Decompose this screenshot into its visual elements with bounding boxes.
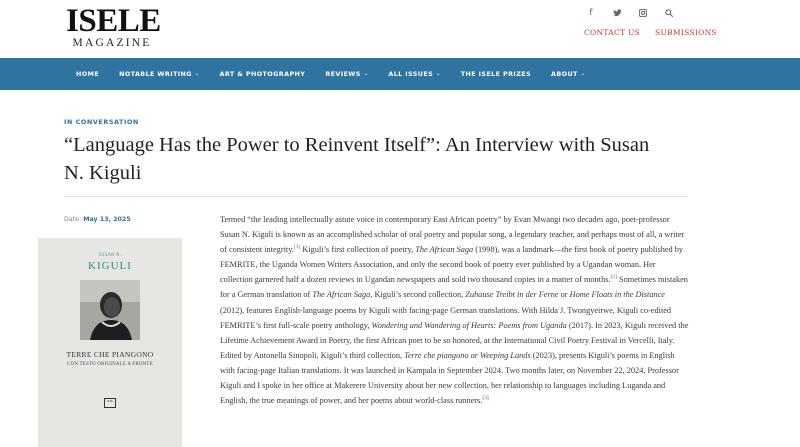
nav-item-about[interactable]	[541, 70, 595, 78]
book-author: KIGULI	[88, 260, 132, 272]
main-navbar	[0, 58, 800, 90]
nav-item-label: REVIEWS	[325, 70, 361, 78]
nav-item-notable-writing[interactable]	[109, 70, 209, 78]
logo-sub-text: MAGAZINE	[72, 37, 152, 49]
nav-item-art-photography[interactable]	[210, 70, 316, 78]
book-title-ref: Wondering and Wandering of Hearts: Poems from Uganda	[371, 320, 567, 330]
chevron-down-icon: ⌄	[363, 71, 369, 77]
book-title-ref: The African Saga	[415, 245, 474, 255]
book-author-first: SUSAN N.	[98, 252, 122, 257]
book-title-ref: Home Floats in the Distance	[569, 290, 665, 300]
book-subtitle: CON TESTO ORIGINALE A FRONTE	[67, 362, 153, 367]
instagram-icon[interactable]	[630, 6, 656, 20]
book-title-ref: Terre che piangono or Weeping Lands	[404, 350, 531, 360]
search-icon[interactable]	[656, 6, 682, 20]
body-text: or	[558, 290, 570, 300]
book-title-ref: The African Saga	[312, 290, 371, 300]
article-category[interactable]: IN CONVERSATION	[64, 118, 139, 126]
body-text: (2023), presents Kiguli’s poems in English with facing-page Italian translations. It was launched in Kampala in September 2024. Two months later, on November 22, 2024, Professor Kiguli and I spoke in her office at Makerere University about her new collection, her relationship to languages including Luganda and English, the true meanings of power, and her poems about world-class runners.	[220, 350, 679, 406]
top-links	[584, 28, 717, 37]
book-cover-image	[38, 238, 182, 447]
book-title-ref: Zuhause Treibt in der Ferne	[465, 290, 559, 300]
footnote-link[interactable]: [2]	[610, 274, 617, 281]
social-links	[578, 6, 682, 20]
nav-item-label: THE ISELE PRIZES	[460, 70, 532, 78]
nav-item-label: ABOUT	[551, 70, 578, 78]
chevron-down-icon: ⌄	[436, 71, 441, 77]
article-date	[64, 216, 131, 223]
chevron-down-icon: ⌄	[194, 71, 200, 77]
chevron-down-icon: ⌄	[580, 71, 586, 77]
article-body	[220, 212, 690, 408]
nav-item-label: ART & PHOTOGRAPHY	[219, 70, 306, 78]
body-text: Termed “the leading intellectually astute voice in contemporary East African poetry” by Evan Mwangi two decades ago, poet-professor Susan N. Kiguli is known as an accomplished scholar of oral poetry and popular song, a legendary teacher, and perhaps most of all, a writer of consistent integrity.	[220, 215, 685, 255]
body-text: Sometimes mistaken for a German translation of	[220, 275, 688, 300]
logo-main-text: ISELE	[66, 3, 161, 39]
nav-item-reviews[interactable]	[315, 70, 378, 78]
author-photo	[80, 280, 140, 340]
date-value[interactable]: May 13, 2025	[83, 216, 131, 223]
body-text: (1998), was a landmark—the first book of poetry published by FEMRITE, the Uganda Women Writers Association, and only the second book of poetry ever published by a Ugandan woman. Her collection garnered half a dozen reviews in Ugandan newspapers and sold two thousand copies in a matter of months.	[220, 245, 684, 285]
contact-us-link[interactable]: CONTACT US	[584, 28, 641, 37]
publisher-logo: GTC	[104, 398, 116, 408]
nav-item-label: ALL ISSUES	[388, 70, 434, 78]
nav-item-isele-prizes[interactable]	[451, 70, 541, 78]
footnote-link[interactable]: [1]	[293, 244, 301, 251]
body-text: , Kiguli’s second collection,	[370, 290, 466, 300]
body-text: Kiguli’s first collection of poetry,	[300, 245, 416, 255]
footnote-link[interactable]: [3]	[482, 395, 489, 402]
nav-item-label: NOTABLE WRITING	[119, 70, 192, 78]
body-text: (2012), features English-language poems by Kiguli with facing-page German translations. With Hilda J. Twongyeirwe, Kiguli co-edited FEMRITE’s first full-scale poetry anthology,	[220, 305, 672, 330]
nav-item-label: HOME	[76, 70, 100, 78]
book-title: TERRE CHE PIANGONO	[66, 350, 154, 359]
date-label: Date:	[64, 216, 82, 223]
nav-item-all-issues[interactable]	[378, 70, 450, 78]
site-logo[interactable]	[66, 3, 161, 49]
title-divider	[64, 196, 688, 197]
twitter-icon[interactable]	[604, 6, 630, 20]
submissions-link[interactable]: SUBMISSIONS	[655, 28, 717, 37]
article-title: “Language Has the Power to Reinvent Itself”: An Interview with Susan N. Kiguli	[64, 134, 650, 184]
nav-item-home[interactable]	[66, 70, 109, 78]
body-text: (2017). In 2023, Kiguli received the Lifetime Achievement Award in Poetry, the first African poet to be so honored, at the International Civil Poetry Festival in Vercelli, Italy. Edited by Antonella Sinopoli, Kiguli’s third collection,	[220, 320, 689, 360]
facebook-icon[interactable]: f	[589, 8, 593, 18]
